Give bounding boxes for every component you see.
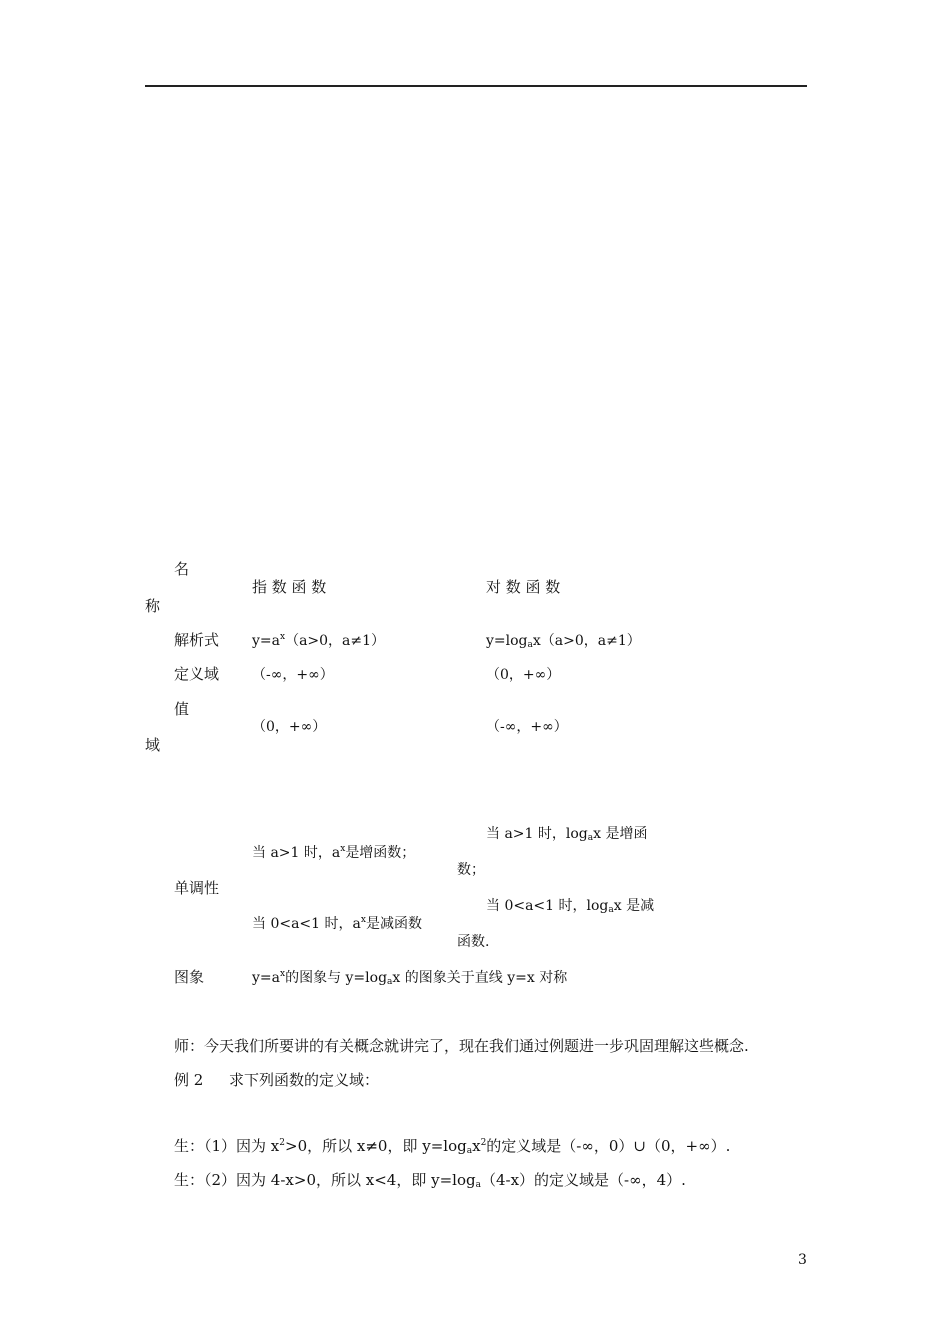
row-domain-log: （0，+∞） (486, 667, 561, 683)
example-label: 例 2 (174, 1071, 204, 1089)
row-domain-exp: （-∞，+∞） (252, 667, 334, 683)
row-graph-label: 图象 (174, 968, 205, 986)
page-number: 3 (798, 1252, 807, 1268)
header-rule (145, 85, 807, 87)
row-mono-log-line2: 当 0<a<1 时，logax 是减 (486, 898, 655, 915)
answer-1: 生：（1）因为 $x^2>0$，所以 x≠0，即 y=logax$^2$的定义域是（-∞，0）∪（0，+∞）. (174, 1137, 731, 1156)
row-formula-log: y=logax（a>0，a≠1） (486, 633, 641, 650)
row-mono-label: 单调性 (174, 879, 220, 897)
col-exp-title: 指 数 函 数 (252, 578, 327, 596)
header-ming: 名 (174, 560, 190, 578)
row-range-log: （-∞，+∞） (486, 719, 568, 735)
row-mono-log-line1-cont: 数； (457, 862, 485, 878)
answer-2: 生：（2）因为 4-x>0，所以 x<4，即 y=loga（4-x）的定义域是（-∞，4）. (174, 1171, 686, 1190)
row-domain-label: 定义域 (174, 665, 220, 683)
row-formula-label: 解析式 (174, 631, 220, 649)
row-mono-log-line1: 当 a>1 时，logax 是增函 (486, 826, 648, 843)
row-range-label-yu: 域 (145, 736, 161, 754)
row-graph-text: $y=a^x$的图象与 y=logax 的图象关于直线 y=x 对称 (252, 969, 568, 987)
row-range-label-zhi: 值 (174, 700, 190, 718)
row-mono-exp-line2: 当 0<a<1 时，$a^x$是减函数 (252, 915, 422, 932)
row-formula-exp: $y=a^x(a>0$，a≠1） (252, 632, 386, 649)
col-log-title: 对 数 函 数 (486, 578, 561, 596)
row-mono-exp-line1: 当 a>1 时，$a^x$是增函数； (252, 844, 416, 861)
teacher-paragraph: 师：今天我们所要讲的有关概念就讲完了，现在我们通过例题进一步巩固理解这些概念. (174, 1037, 749, 1055)
example-text: 求下列函数的定义域： (229, 1071, 380, 1089)
row-range-exp: （0，+∞） (252, 719, 327, 735)
row-mono-log-line2-cont: 函数. (457, 934, 490, 950)
header-cheng: 称 (145, 597, 161, 615)
